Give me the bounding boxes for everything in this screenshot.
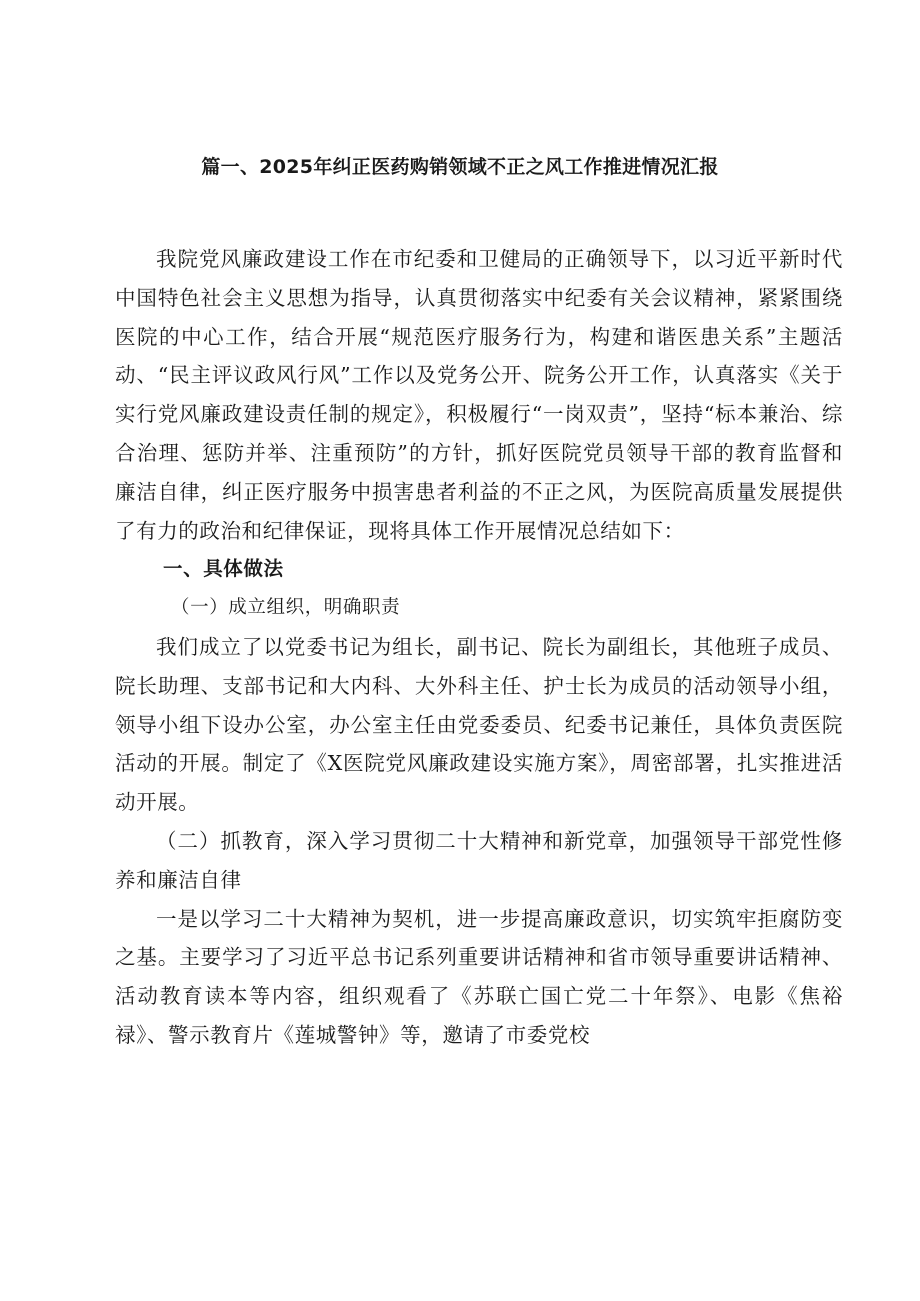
body-paragraph: 我们成立了以党委书记为组长，副书记、院长为副组长，其他班子成员、院长助理、支部书记和大内科、大外科主任、护士长为成员的活动领导小组，领导小组下设办公室，办公室主任由党委委员、纪委书记兼任，具体负责医院活动的开展。制定了《X医院党风廉政建设实施方案》，周密部署，扎实推进活动开展。	[115, 634, 843, 815]
subsection-heading-2: （二）抓教育，深入学习贯彻二十大精神和新党章，加强领导干部党性修养和廉洁自律	[115, 828, 843, 892]
document-body	[115, 240, 843, 1055]
section-heading: 一、具体做法	[163, 557, 284, 581]
document-title: 篇一、2025年纠正医药购销领域不正之风工作推进情况汇报	[201, 156, 719, 178]
subsection-heading-1: （一）成立组织，明确职责	[171, 597, 401, 619]
intro-paragraph: 我院党风廉政建设工作在市纪委和卫健局的正确领导下，以习近平新时代中国特色社会主义思想为指导，认真贯彻落实中纪委有关会议精神，紧紧围绕医院的中心工作，结合开展“规范医疗服务行为，构建和谐医患关系”主题活动、“民主评议政风行风”工作以及党务公开、院务公开工作，认真落实《关于实行党风廉政建设责任制的规定》，积极履行“一岗双责”，坚持“标本兼治、综合治理、惩防并举、注重预防”的方针，抓好医院党员领导干部的教育监督和廉洁自律，纠正医疗服务中损害患者利益的不正之风，为医院高质量发展提供了有力的政治和纪律保证，现将具体工作开展情况总结如下：	[115, 247, 843, 543]
body-paragraph: 一是以学习二十大精神为契机，进一步提高廉政意识，切实筑牢拒腐防变之基。主要学习了习近平总书记系列重要讲话精神和省市领导重要讲话精神、活动教育读本等内容，组织观看了《苏联亡国亡党二十年祭》、电影《焦裕禄》、警示教育片《莲城警钟》等，邀请了市委党校	[115, 906, 843, 1047]
